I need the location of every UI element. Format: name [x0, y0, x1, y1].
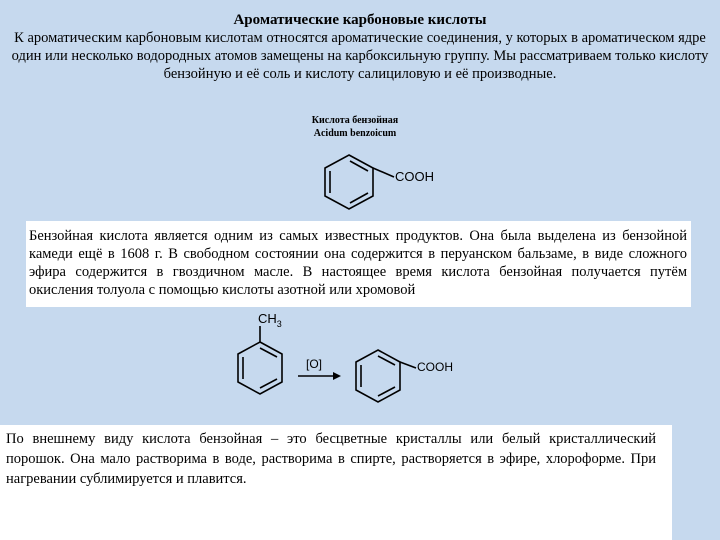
benzoic-acid-product-ring [356, 350, 400, 402]
benzoic-acid-panel [25, 221, 691, 307]
carboxyl-group-label: COOH [395, 169, 434, 184]
product-carboxyl-label: COOH [417, 360, 453, 374]
reagent-label: [O] [306, 357, 323, 371]
properties-panel [0, 425, 672, 540]
carboxyl-bond [373, 168, 394, 177]
toluene-ring [238, 342, 282, 394]
product-carboxyl-bond [400, 362, 416, 368]
page-title: Ароматические карбоновые кислоты [233, 12, 487, 28]
methyl-group-label [258, 311, 282, 329]
properties-paragraph: По внешнему виду кислота бензойная – это бесцветные кристаллы или белый кристаллический порошок. Она мало растворима в воде, растворима в спирте, растворяется в эфире, хлороформе. При нагревании сублимируется и плавится. [6, 431, 656, 487]
benzene-ring [325, 155, 373, 209]
reaction-arrowhead [333, 372, 341, 380]
oxidation-reaction [228, 310, 478, 414]
methyl-label-subscript: 3 [276, 319, 282, 329]
caption-latin: Acidum benzoicum [313, 128, 397, 139]
caption-russian: Кислота бензойная [311, 115, 399, 126]
structure-caption [255, 114, 455, 140]
intro-paragraph: К ароматическим карбоновым кислотам относятся ароматические соединения, у которых в ароматическом ядре один или несколько водородных атомов замещены на карбоксильную группу. Мы рассматриваем только кислоту бензойную и её соль и кислоту салициловую и её производные. [11, 30, 709, 82]
benzoic-acid-structure [310, 150, 450, 222]
benzoic-acid-paragraph: Бензойная кислота является одним из самых известных продуктов. Она была выделена из бензойной камеди ещё в 1608 г. В свободном состоянии она содержится в перуанском бальзаме, в виде сложного эфира содержится в гвоздичном масле. В настоящее время кислота бензойная получается путём окисления толуола с помощью кислоты азотной или хромовой [29, 228, 687, 298]
methyl-label-main: CH [258, 311, 277, 326]
